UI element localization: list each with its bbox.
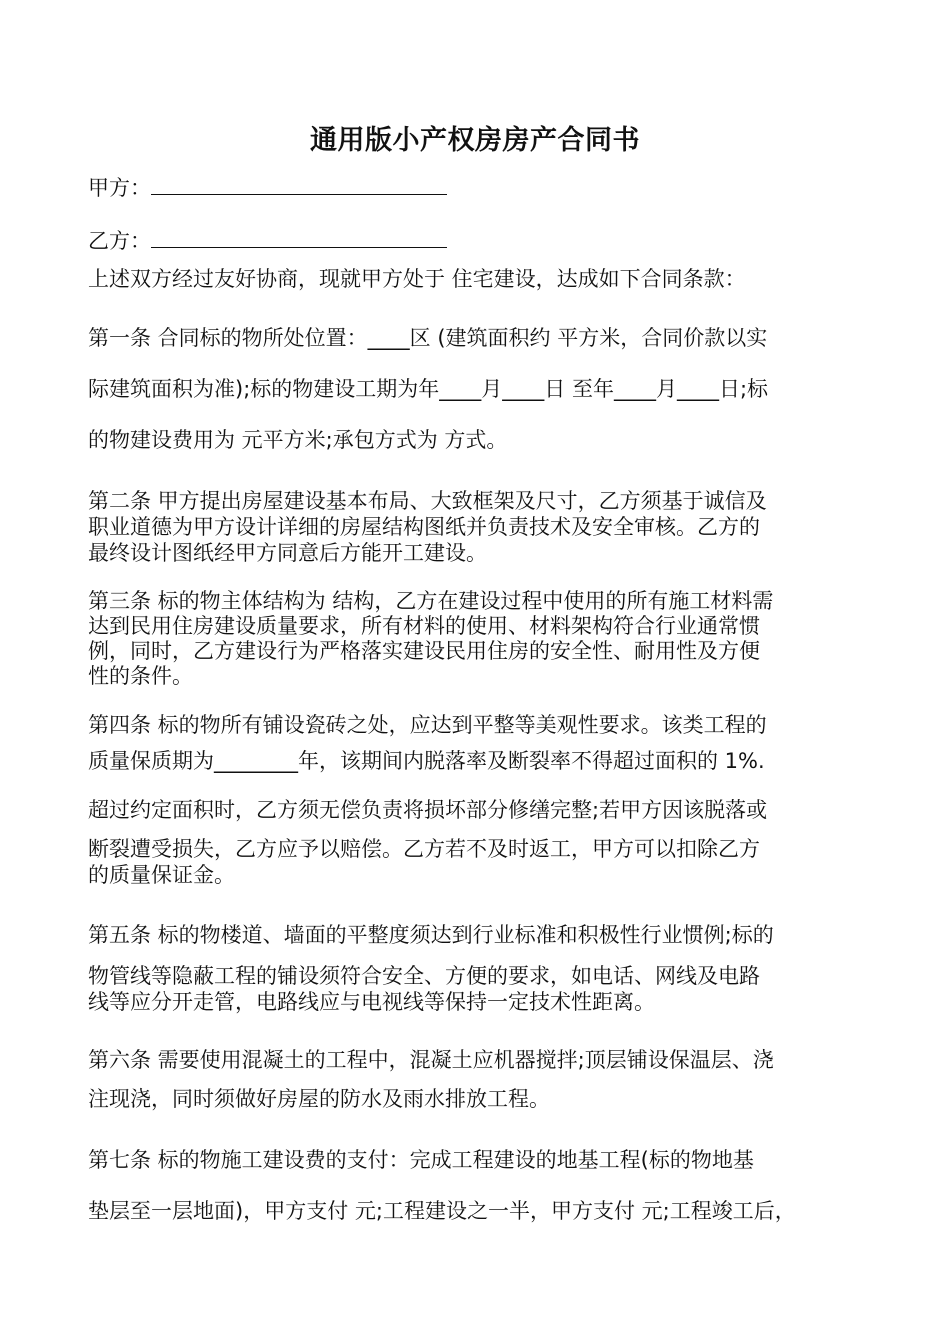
article-3-line-2: 达到民用住房建设质量要求，所有材料的使用、材料架构符合行业通常惯 — [88, 614, 760, 638]
party-b-blank — [151, 229, 447, 248]
intro-paragraph: 上述双方经过友好协商，现就甲方处于 住宅建设，达成如下合同条款： — [88, 267, 746, 291]
article-2-line-3: 最终设计图纸经甲方同意后方能开工建设。 — [88, 541, 487, 565]
party-a-blank — [151, 176, 447, 195]
article-7-line-2: 垫层至一层地面)，甲方支付 元;工程建设之一半，甲方支付 元;工程竣工后， — [88, 1199, 796, 1223]
party-a-label: 甲方： — [88, 176, 151, 200]
article-4-line-3: 超过约定面积时，乙方须无偿负责将损坏部分修缮完整;若甲方因该脱落或 — [88, 798, 768, 822]
article-3-line-1: 第三条 标的物主体结构为 结构，乙方在建设过程中使用的所有施工材料需 — [88, 589, 774, 613]
article-1-line-1: 第一条 合同标的物所处位置：____区 (建筑面积约 平方米，合同价款以实 — [88, 326, 768, 350]
article-2-line-2: 职业道德为甲方设计详细的房屋结构图纸并负责技术及安全审核。乙方的 — [88, 515, 760, 539]
article-5-line-2: 物管线等隐蔽工程的铺设须符合安全、方便的要求，如电话、网线及电路 — [88, 964, 760, 988]
article-5-line-1: 第五条 标的物楼道、墙面的平整度须达到行业标准和积极性行业惯例;标的 — [88, 923, 774, 947]
party-b-line — [88, 225, 447, 255]
article-2-line-1: 第二条 甲方提出房屋建设基本布局、大致框架及尺寸，乙方须基于诚信及 — [88, 489, 767, 513]
party-b-label: 乙方： — [88, 229, 151, 253]
article-6-line-2: 注现浇，同时须做好房屋的防水及雨水排放工程。 — [88, 1087, 550, 1111]
article-5-line-3: 线等应分开走管，电路线应与电视线等保持一定技术性距离。 — [88, 990, 655, 1014]
article-4-line-1: 第四条 标的物所有铺设瓷砖之处，应达到平整等美观性要求。该类工程的 — [88, 713, 767, 737]
article-6-line-1: 第六条 需要使用混凝土的工程中，混凝土应机器搅拌;顶层铺设保温层、浇 — [88, 1048, 774, 1072]
party-a-line — [88, 172, 447, 202]
article-3-line-4: 性的条件。 — [88, 664, 193, 688]
article-4-line-5: 的质量保证金。 — [88, 863, 235, 887]
document-title: 通用版小产权房房产合同书 — [310, 125, 640, 156]
article-1-line-2: 际建筑面积为准);标的物建设工期为年____月____日 至年____月____日;标 — [88, 377, 769, 401]
article-7-line-1: 第七条 标的物施工建设费的支付：完成工程建设的地基工程(标的物地基 — [88, 1148, 754, 1172]
article-3-line-3: 例，同时，乙方建设行为严格落实建设民用住房的安全性、耐用性及方便 — [88, 639, 760, 663]
article-4-line-2: 质量保质期为________年，该期间内脱落率及断裂率不得超过面积的 1%. — [88, 749, 765, 773]
article-1-line-3: 的物建设费用为 元平方米;承包方式为 方式。 — [88, 428, 508, 452]
article-4-line-4: 断裂遭受损失，乙方应予以赔偿。乙方若不及时返工，甲方可以扣除乙方 — [88, 837, 760, 861]
